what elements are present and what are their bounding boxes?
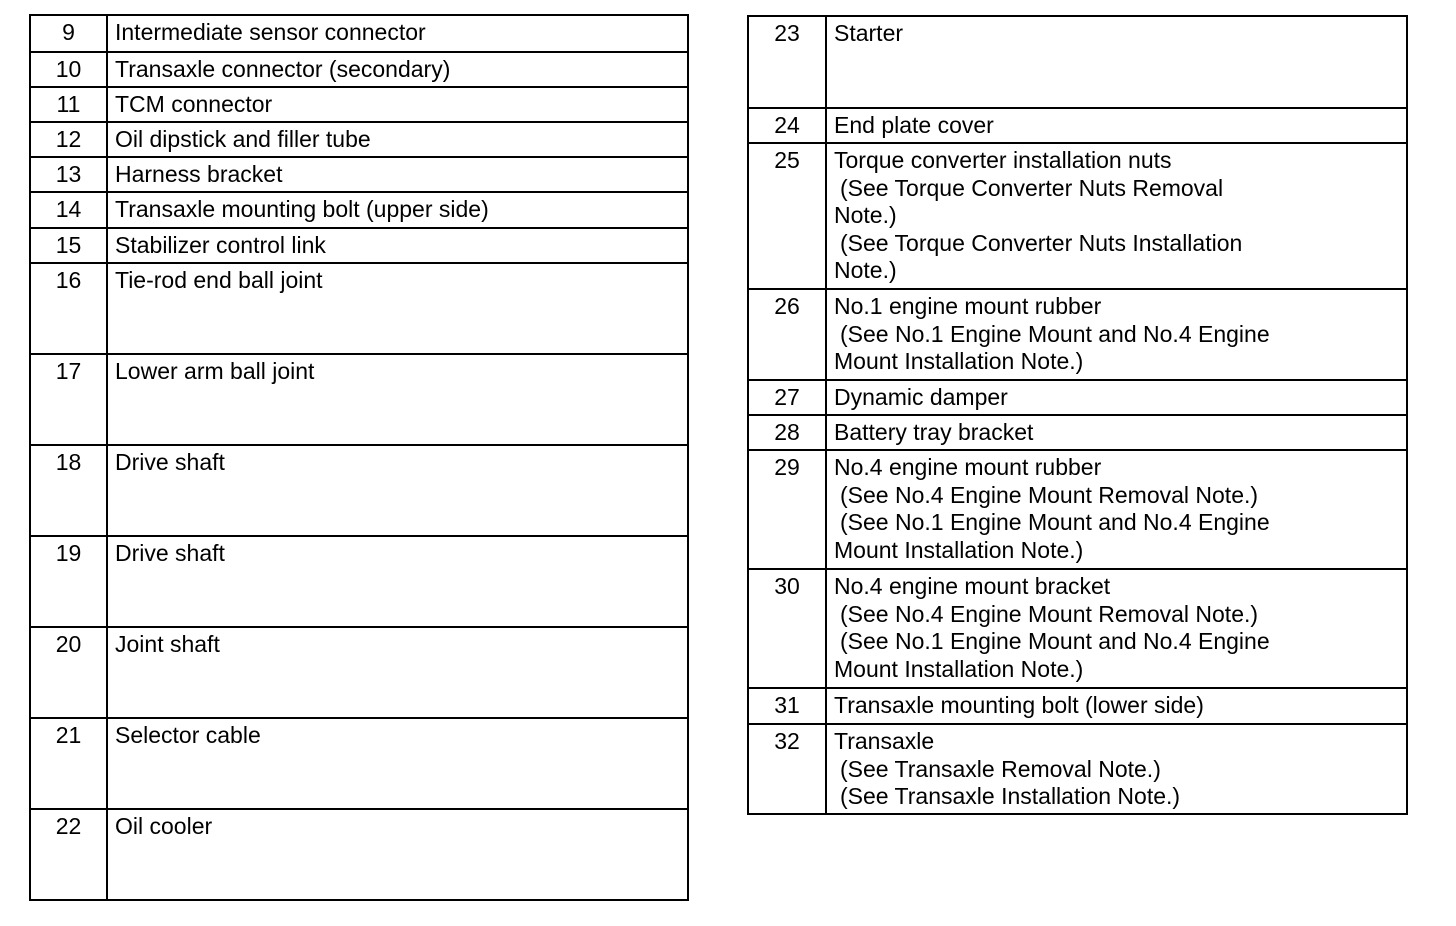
item-description [826, 415, 1407, 450]
item-name: Intermediate sensor connector [115, 19, 426, 45]
item-number: 27 [748, 380, 826, 415]
item-name: Battery tray bracket [834, 419, 1034, 445]
table-row [30, 536, 688, 627]
item-name: Starter [834, 20, 904, 46]
item-number: 10 [30, 52, 107, 87]
item-name: Oil dipstick and filler tube [115, 126, 371, 152]
item-description [107, 536, 688, 627]
parts-table-right [747, 15, 1408, 815]
table-row [748, 143, 1407, 289]
item-description [107, 52, 688, 87]
item-number: 20 [30, 627, 107, 718]
item-name: Joint shaft [115, 631, 220, 657]
table-row [748, 688, 1407, 724]
item-name: Tie-rod end ball joint [115, 267, 323, 293]
parts-table-left [29, 14, 689, 901]
item-number: 18 [30, 445, 107, 536]
item-number: 21 [30, 718, 107, 809]
item-number: 16 [30, 263, 107, 354]
item-description [107, 192, 688, 228]
item-name: Transaxle connector (secondary) [115, 56, 451, 82]
item-description [107, 809, 688, 900]
item-note: (See No.4 Engine Mount Removal Note.) [840, 481, 1259, 508]
item-description [107, 228, 688, 263]
table-row [748, 16, 1407, 108]
item-description [826, 108, 1407, 143]
item-note: (See Transaxle Installation Note.) [840, 783, 1181, 809]
item-name: Transaxle [834, 728, 935, 754]
item-name: No.4 engine mount bracket [834, 573, 1111, 599]
item-number: 9 [30, 15, 107, 52]
item-name: No.4 engine mount rubber [834, 454, 1102, 480]
item-name: Selector cable [115, 722, 261, 748]
item-description [826, 380, 1407, 415]
item-description [826, 289, 1407, 380]
item-note: Note.) [834, 202, 897, 228]
item-note: (See Torque Converter Nuts Removal [840, 174, 1224, 201]
item-note: Mount Installation Note.) [834, 536, 1084, 563]
item-description [826, 688, 1407, 724]
item-name: Transaxle mounting bolt (upper side) [115, 196, 489, 222]
item-number: 31 [748, 688, 826, 724]
item-number: 17 [30, 354, 107, 445]
table-row [30, 87, 688, 122]
table-row [30, 263, 688, 354]
table-row [30, 15, 688, 52]
item-number: 11 [30, 87, 107, 122]
item-description [107, 354, 688, 445]
item-number: 30 [748, 569, 826, 688]
item-name: Torque converter installation nuts [834, 147, 1172, 173]
item-description [826, 16, 1407, 108]
item-description [107, 87, 688, 122]
item-number: 25 [748, 143, 826, 289]
table-row [30, 718, 688, 809]
item-description [107, 718, 688, 809]
table-row [30, 157, 688, 192]
table-row [30, 52, 688, 87]
item-description [826, 724, 1407, 814]
table-row [30, 228, 688, 263]
item-description [826, 450, 1407, 569]
item-note: Mount Installation Note.) [834, 348, 1084, 374]
item-note: (See No.1 Engine Mount and No.4 Engine [840, 628, 1270, 654]
item-number: 14 [30, 192, 107, 228]
item-note: (See No.1 Engine Mount and No.4 Engine [840, 509, 1270, 535]
item-note: (See No.4 Engine Mount Removal Note.) [840, 600, 1259, 627]
table-row [748, 450, 1407, 569]
table-row [748, 569, 1407, 688]
item-description [107, 122, 688, 157]
table-row [30, 122, 688, 157]
item-number: 29 [748, 450, 826, 569]
table-row [30, 627, 688, 718]
item-number: 26 [748, 289, 826, 380]
table-row [748, 380, 1407, 415]
item-name: Stabilizer control link [115, 232, 326, 258]
item-note: Note.) [834, 257, 897, 283]
item-name: Harness bracket [115, 161, 283, 187]
item-name: Drive shaft [115, 449, 225, 475]
item-name: Dynamic damper [834, 384, 1008, 410]
table-row [748, 289, 1407, 380]
item-number: 22 [30, 809, 107, 900]
item-note: Mount Installation Note.) [834, 655, 1084, 682]
table-row [30, 445, 688, 536]
item-description [107, 445, 688, 536]
item-name: Oil cooler [115, 813, 213, 839]
item-number: 23 [748, 16, 826, 108]
item-name: Lower arm ball joint [115, 358, 315, 384]
item-note: (See Torque Converter Nuts Installation [840, 229, 1243, 256]
table-body [30, 15, 688, 900]
item-description [107, 263, 688, 354]
item-description [107, 627, 688, 718]
item-description [107, 15, 688, 52]
item-name: End plate cover [834, 112, 994, 138]
table-body [748, 16, 1407, 814]
item-number: 19 [30, 536, 107, 627]
table-row [30, 192, 688, 228]
table-row [748, 724, 1407, 814]
item-number: 12 [30, 122, 107, 157]
table-row [748, 415, 1407, 450]
item-name: Transaxle mounting bolt (lower side) [834, 692, 1204, 718]
item-number: 28 [748, 415, 826, 450]
table-row [30, 809, 688, 900]
item-description [826, 143, 1407, 289]
item-number: 15 [30, 228, 107, 263]
item-name: Drive shaft [115, 540, 225, 566]
table-row [748, 108, 1407, 143]
item-name: No.1 engine mount rubber [834, 293, 1102, 319]
item-description [826, 569, 1407, 688]
item-number: 13 [30, 157, 107, 192]
item-note: (See Transaxle Removal Note.) [840, 755, 1161, 782]
item-name: TCM connector [115, 91, 273, 117]
item-note: (See No.1 Engine Mount and No.4 Engine [840, 320, 1270, 347]
table-row [30, 354, 688, 445]
item-description [107, 157, 688, 192]
item-number: 32 [748, 724, 826, 814]
item-number: 24 [748, 108, 826, 143]
